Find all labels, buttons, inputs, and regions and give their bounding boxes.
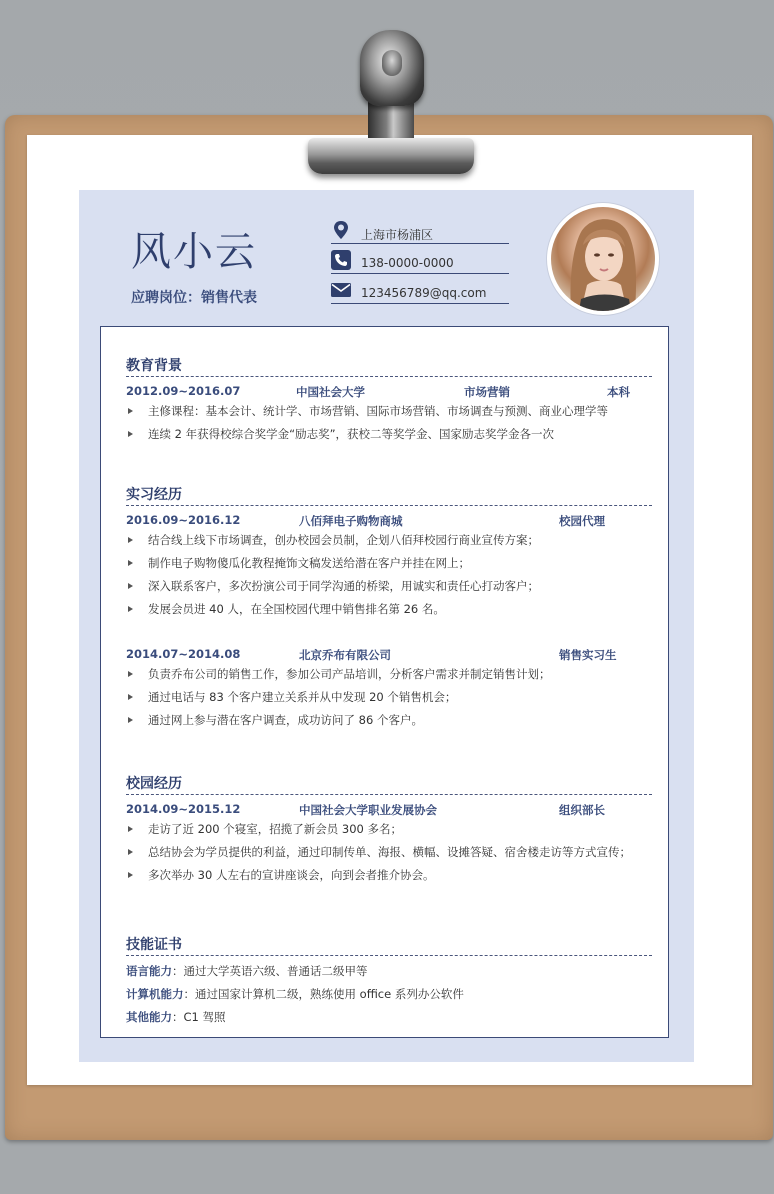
list-item: 走访了近 200 个寝室，招揽了新会员 300 多名； bbox=[126, 818, 652, 841]
campus-period: 2014.09~2015.12 bbox=[126, 802, 241, 816]
phone-text: 138-0000-0000 bbox=[361, 256, 454, 270]
campus-row bbox=[126, 802, 652, 818]
education-major: 市场营销 bbox=[464, 385, 510, 399]
mail-icon bbox=[331, 280, 351, 300]
skill-line bbox=[126, 960, 652, 983]
campus-org: 中国社会大学职业发展协会 bbox=[299, 803, 437, 817]
contact-email bbox=[331, 278, 509, 304]
job-period: 2016.09~2016.12 bbox=[126, 513, 241, 527]
skill-label: 语言能力 bbox=[126, 964, 172, 978]
list-item: 连续 2 年获得校综合奖学金“励志奖”，获校二等奖学金、国家励志奖学金各一次 bbox=[126, 423, 652, 446]
clip-hole bbox=[382, 50, 402, 76]
applied-position: 应聘岗位：销售代表 bbox=[131, 290, 257, 306]
resume-sheet bbox=[79, 190, 694, 1062]
list-item: 深入联系客户，多次扮演公司于同学沟通的桥梁，用诚实和责任心打动客户； bbox=[126, 575, 652, 598]
skill-text: ：通过大学英语六级、普通话二级甲等 bbox=[172, 964, 368, 978]
list-item: 通过网上参与潜在客户调查，成功访问了 86 个客户。 bbox=[126, 709, 652, 732]
job-company: 北京乔布有限公司 bbox=[299, 648, 391, 662]
contact-address bbox=[331, 218, 509, 244]
contact-phone bbox=[331, 248, 509, 274]
job-role: 销售实习生 bbox=[559, 648, 617, 662]
list-item: 多次举办 30 人左右的宣讲座谈会，向到会者推介协会。 bbox=[126, 864, 652, 887]
list-item: 负责乔布公司的销售工作，参加公司产品培训，分析客户需求并制定销售计划； bbox=[126, 663, 652, 686]
section-title: 校园经历 bbox=[126, 773, 652, 795]
skills-section bbox=[126, 934, 652, 1029]
list-item: 通过电话与 83 个客户建立关系并从中发现 20 个销售机会； bbox=[126, 686, 652, 709]
education-school: 中国社会大学 bbox=[296, 385, 365, 399]
skill-text: ：通过国家计算机二级，熟练使用 office 系列办公软件 bbox=[183, 987, 464, 1001]
list-item: 制作电子购物傻瓜化教程掩饰文稿发送给潜在客户并挂在网上； bbox=[126, 552, 652, 575]
education-period: 2012.09~2016.07 bbox=[126, 384, 241, 398]
list-item: 主修课程：基本会计、统计学、市场营销、国际市场营销、市场调查与预测、商业心理学等 bbox=[126, 400, 652, 423]
internship-section bbox=[126, 484, 652, 732]
campus-role: 组织部长 bbox=[559, 803, 605, 817]
education-section bbox=[126, 355, 652, 446]
section-title: 实习经历 bbox=[126, 484, 652, 506]
clip-base bbox=[308, 138, 474, 174]
list-item: 结合线上线下市场调查，创办校园会员制，企划八佰拜校园行商业宣传方案； bbox=[126, 529, 652, 552]
job-company: 八佰拜电子购物商城 bbox=[299, 514, 403, 528]
section-title: 教育背景 bbox=[126, 355, 652, 377]
internship-row bbox=[126, 513, 652, 529]
skill-line bbox=[126, 983, 652, 1006]
avatar bbox=[547, 203, 659, 315]
binder-clip bbox=[290, 20, 490, 180]
skill-line bbox=[126, 1006, 652, 1029]
skill-label: 其他能力 bbox=[126, 1010, 172, 1024]
skill-text: ：C1 驾照 bbox=[172, 1010, 226, 1024]
skill-label: 计算机能力 bbox=[126, 987, 184, 1001]
internship-row bbox=[126, 647, 652, 663]
education-degree: 本科 bbox=[607, 385, 630, 399]
list-item: 发展会员进 40 人，在全国校园代理中销售排名第 26 名。 bbox=[126, 598, 652, 621]
campus-section bbox=[126, 773, 652, 887]
address-text: 上海市杨浦区 bbox=[361, 228, 434, 242]
resume-content-card bbox=[100, 326, 669, 1038]
phone-icon bbox=[331, 250, 351, 270]
email-text: 123456789@qq.com bbox=[361, 286, 487, 300]
list-item: 总结协会为学员提供的利益，通过印制传单、海报、横幅、设摊答疑、宿舍楼走访等方式宣传； bbox=[126, 841, 652, 864]
location-pin-icon bbox=[331, 220, 351, 240]
job-period: 2014.07~2014.08 bbox=[126, 647, 241, 661]
job-role: 校园代理 bbox=[559, 514, 605, 528]
section-title: 技能证书 bbox=[126, 934, 652, 956]
avatar-photo bbox=[551, 207, 655, 311]
applicant-name: 风小云 bbox=[131, 229, 257, 275]
education-row bbox=[126, 384, 652, 400]
